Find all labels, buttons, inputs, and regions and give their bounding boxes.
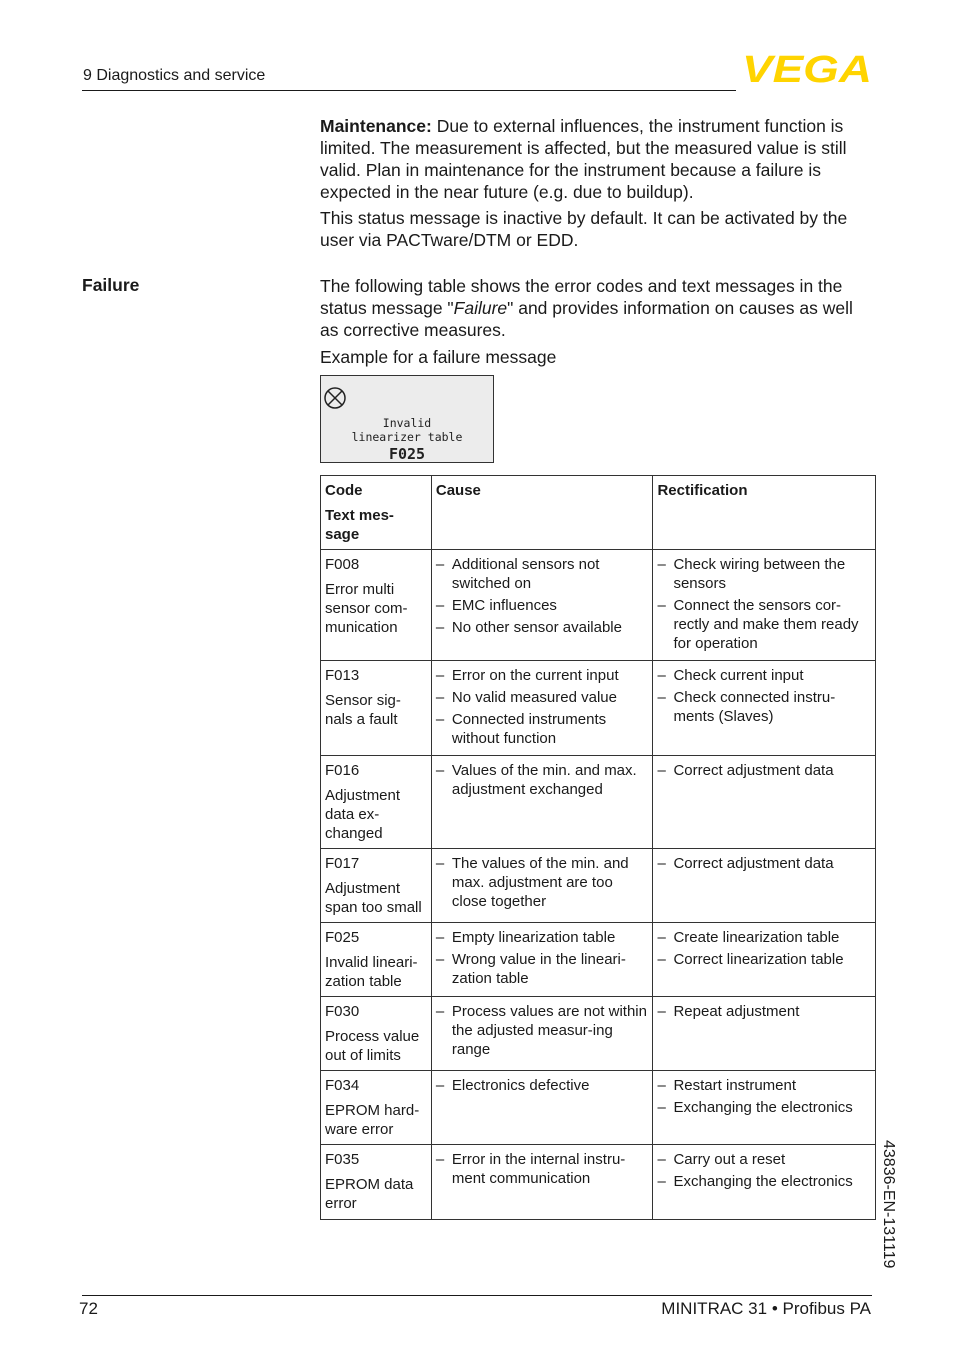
header-cause: Cause [431,476,653,550]
rectification-item: – Correct adjustment data [657,854,871,873]
rectification-cell-list [657,1150,871,1191]
cause-cell-list [436,928,649,988]
rectification-item: – Check connected instru-ments (Slaves) [657,688,871,726]
table-row [321,1071,876,1145]
cause-item: – Additional sensors not switched on [436,555,649,593]
example-caption: Example for a failure message [320,347,557,367]
failure-cross-circle-icon [323,386,347,410]
table-row [321,997,876,1071]
page-number: 72 [79,1299,98,1318]
cause-item: – Empty linearization table [436,928,649,947]
rectification-cell [653,661,876,756]
error-text-message: Adjustment data ex-changed [325,787,401,842]
rectification-cell [653,756,876,849]
table-header-row [321,476,876,550]
rectification-cell [653,550,876,661]
error-text-message: EPROM data error [325,1176,414,1212]
error-text-message: Adjustment span too small [325,880,422,916]
cause-item: – Electronics defective [436,1076,649,1095]
cause-item: – No other sensor available [436,618,649,637]
cause-item: – No valid measured value [436,688,649,707]
error-text-message: Error multi sensor com-munication [325,581,408,636]
cause-cell-list [436,1076,649,1095]
cause-cell-list [436,854,649,911]
error-code: F034 [325,1077,360,1094]
error-text-message: Invalid lineari-zation table [325,954,418,990]
rectification-item: – Carry out a reset [657,1150,871,1169]
document-id-vertical [875,1140,899,1290]
cause-cell-list [436,555,649,637]
rectification-item: – Check wiring between the sensors [657,555,871,593]
rectification-cell-list [657,928,871,969]
rectification-cell-list [657,854,871,873]
rectification-cell [653,997,876,1071]
code-cell [321,756,432,849]
cause-cell [431,756,653,849]
cause-cell [431,1145,653,1220]
error-code-table [320,475,876,1220]
failure-display-example [320,375,494,463]
rectification-cell-list [657,1076,871,1117]
footer-divider [82,1295,872,1296]
header-rectification: Rectification [653,476,876,550]
error-code: F035 [325,1151,360,1168]
rectification-item: – Exchanging the electronics [657,1098,871,1117]
header-section-title: 9 Diagnostics and service [83,67,266,84]
cause-cell-list [436,1002,649,1059]
cause-item: – Connected instruments without function [436,710,649,748]
code-cell [321,1071,432,1145]
cause-cell [431,849,653,923]
rectification-item: – Check current input [657,666,871,685]
vega-logo [742,52,872,84]
header-code-label: Code [325,482,363,499]
error-code: F013 [325,667,360,684]
display-line-1: Invalid [382,416,432,430]
code-cell [321,550,432,661]
header-code [321,476,432,550]
rectification-item: – Correct adjustment data [657,761,871,780]
rectification-item: – Connect the sensors cor-rectly and make them ready for operation [657,596,871,653]
maintenance-paragraph [320,115,872,203]
error-text-message: EPROM hard-ware error [325,1102,420,1138]
cause-cell [431,1071,653,1145]
rectification-item: – Correct linearization table [657,950,871,969]
cause-cell-list [436,1150,649,1188]
rectification-cell [653,1071,876,1145]
intro-before: The following table shows the error codes and text messages in the status message " [320,276,843,318]
code-cell [321,661,432,756]
table-row [321,756,876,849]
error-code: F017 [325,855,360,872]
error-code: F008 [325,556,360,573]
cause-item: – Wrong value in the lineari-zation table [436,950,649,988]
code-cell [321,923,432,997]
code-cell [321,1145,432,1220]
error-text-message: Process value out of limits [325,1028,420,1064]
maintenance-label: Maintenance: [320,116,432,136]
rectification-cell-list [657,761,871,780]
display-error-code: F025 [388,445,426,463]
code-cell [321,997,432,1071]
error-code: F016 [325,762,360,779]
maintenance-text: Due to external influences, the instrument function is limited. The measurement is affected, but the measured value is still valid. Plan in maintenance for the instrument because a failure is expected in the near future (e.g. due to buildup). [320,116,847,202]
cause-cell-list [436,761,649,799]
cause-item: – Values of the min. and max. adjustment exchanged [436,761,649,799]
failure-side-label: Failure [82,275,140,295]
cause-cell [431,661,653,756]
table-row [321,550,876,661]
logo-text: VEGA [742,52,872,84]
inactive-paragraph: This status message is inactive by default. It can be activated by the user via PACTware/DTM or EDD. [320,208,848,250]
intro-after: " and provides information on causes as well as corrective measures. [320,298,853,340]
rectification-cell-list [657,1002,871,1021]
display-line-2: linearizer table [351,430,463,444]
failure-intro-paragraph [320,275,872,341]
header-text-message-label: Text mes-sage [325,507,394,543]
document-id-text: 43836-EN-131119 [880,1140,897,1269]
cause-item: – Process values are not within the adjusted measur-ing range [436,1002,649,1059]
cause-item: – EMC influences [436,596,649,615]
error-code: F025 [325,929,360,946]
rectification-item: – Restart instrument [657,1076,871,1095]
cause-cell [431,550,653,661]
cause-item: – Error in the internal instru-ment communication [436,1150,649,1188]
rectification-cell [653,849,876,923]
code-cell [321,849,432,923]
table-row [321,923,876,997]
cause-cell [431,997,653,1071]
rectification-cell [653,923,876,997]
intro-italic: Failure [453,298,508,318]
product-name: MINITRAC 31 • Profibus PA [661,1299,871,1318]
error-text-message: Sensor sig-nals a fault [325,692,401,728]
error-code: F030 [325,1003,360,1020]
cause-cell-list [436,666,649,748]
rectification-cell-list [657,666,871,726]
cause-item: – The values of the min. and max. adjustment are too close together [436,854,649,911]
rectification-cell-list [657,555,871,653]
cause-cell [431,923,653,997]
table-row [321,849,876,923]
header-divider [82,90,736,91]
rectification-cell [653,1145,876,1220]
cause-item: – Error on the current input [436,666,649,685]
table-row [321,661,876,756]
rectification-item: – Create linearization table [657,928,871,947]
rectification-item: – Repeat adjustment [657,1002,871,1021]
rectification-item: – Exchanging the electronics [657,1172,871,1191]
table-row [321,1145,876,1220]
